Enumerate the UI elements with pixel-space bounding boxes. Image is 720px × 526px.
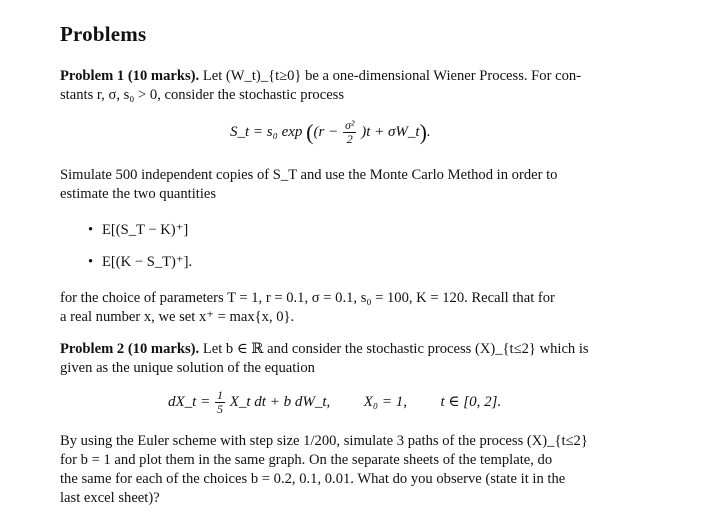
bullet-item-2 [88, 253, 192, 271]
simulate-line1: Simulate 500 independent copies of S_T and use the Monte Carlo Method in order to [60, 167, 558, 183]
bullet-text: E[(K − S_T)⁺]. [102, 254, 193, 270]
simulate-line2: estimate the two quantities [60, 186, 217, 202]
bullet-icon: • [88, 254, 94, 270]
equation-part-a: dX_t = [168, 393, 211, 410]
problem1-intro [60, 67, 590, 105]
problem2-intro-line1: Let b ∈ ℝ and consider the stochastic process (X)_{t≤2} which is [202, 341, 589, 357]
problem1-intro-line2: stants r, σ, s₀ > 0, consider the stochastic process [60, 87, 345, 103]
params-line1: for the choice of parameters T = 1, r = 0.1, σ = 0.1, s₀ = 100, K = 120. Recall that for [60, 290, 555, 306]
equation-fraction [215, 389, 225, 416]
body-line4: last excel sheet)? [60, 490, 160, 506]
params-line2: a real number x, we set x⁺ = max{x, 0}. [60, 309, 295, 325]
body-line3: the same for each of the choices b = 0.2, 0.1, 0.01. What do you observe (state it in the [60, 471, 566, 487]
problem2-intro [60, 340, 590, 378]
bullet-item-1 [88, 221, 188, 239]
problem2-title: Problem 2 (10 marks). [60, 341, 200, 357]
problem2-equation [168, 389, 501, 416]
equation-rhs: )t + σW_t [361, 123, 420, 140]
problem1-equation: S_t = s₀ exp ((r − $\frac{\text{σ²}}{2}$ )t + σW_t). [230, 118, 431, 146]
equation-lhs: S_t = s₀ exp [230, 123, 303, 140]
body-line1: By using the Euler scheme with step size 1/200, simulate 3 paths of the process (X)_{t≤2} [60, 433, 588, 449]
bullet-icon: • [88, 222, 94, 238]
equation-fraction [343, 119, 357, 146]
problem1-simulate [60, 166, 590, 204]
equation-close-paren: ) [419, 119, 427, 145]
problem2-body [60, 432, 590, 508]
bullet-text: E[(S_T − K)⁺] [102, 222, 189, 238]
problem1-params [60, 289, 590, 327]
body-line2: for b = 1 and plot them in the same graph. On the separate sheets of the template, do [60, 452, 553, 468]
fraction-numerator: σ² [344, 118, 355, 132]
equation-domain: t ∈ [0, 2]. [440, 393, 502, 410]
fraction-denominator: 5 [216, 402, 223, 416]
page-title: Problems [60, 22, 147, 46]
equation-part-b: X_t dt + b dW_t, [229, 393, 331, 410]
fraction-numerator: 1 [216, 388, 223, 402]
problem1-title: Problem 1 (10 marks). [60, 68, 200, 84]
problem2-intro-line2: given as the unique solution of the equation [60, 360, 315, 376]
equation-initial-condition: X₀ = 1, [363, 393, 407, 410]
fraction-denominator: 2 [346, 132, 353, 146]
equation-open-paren: ( [306, 119, 314, 145]
problem1-intro-line1: Let (W_t)_{t≥0} be a one-dimensional Wiener Process. For con- [202, 68, 582, 84]
